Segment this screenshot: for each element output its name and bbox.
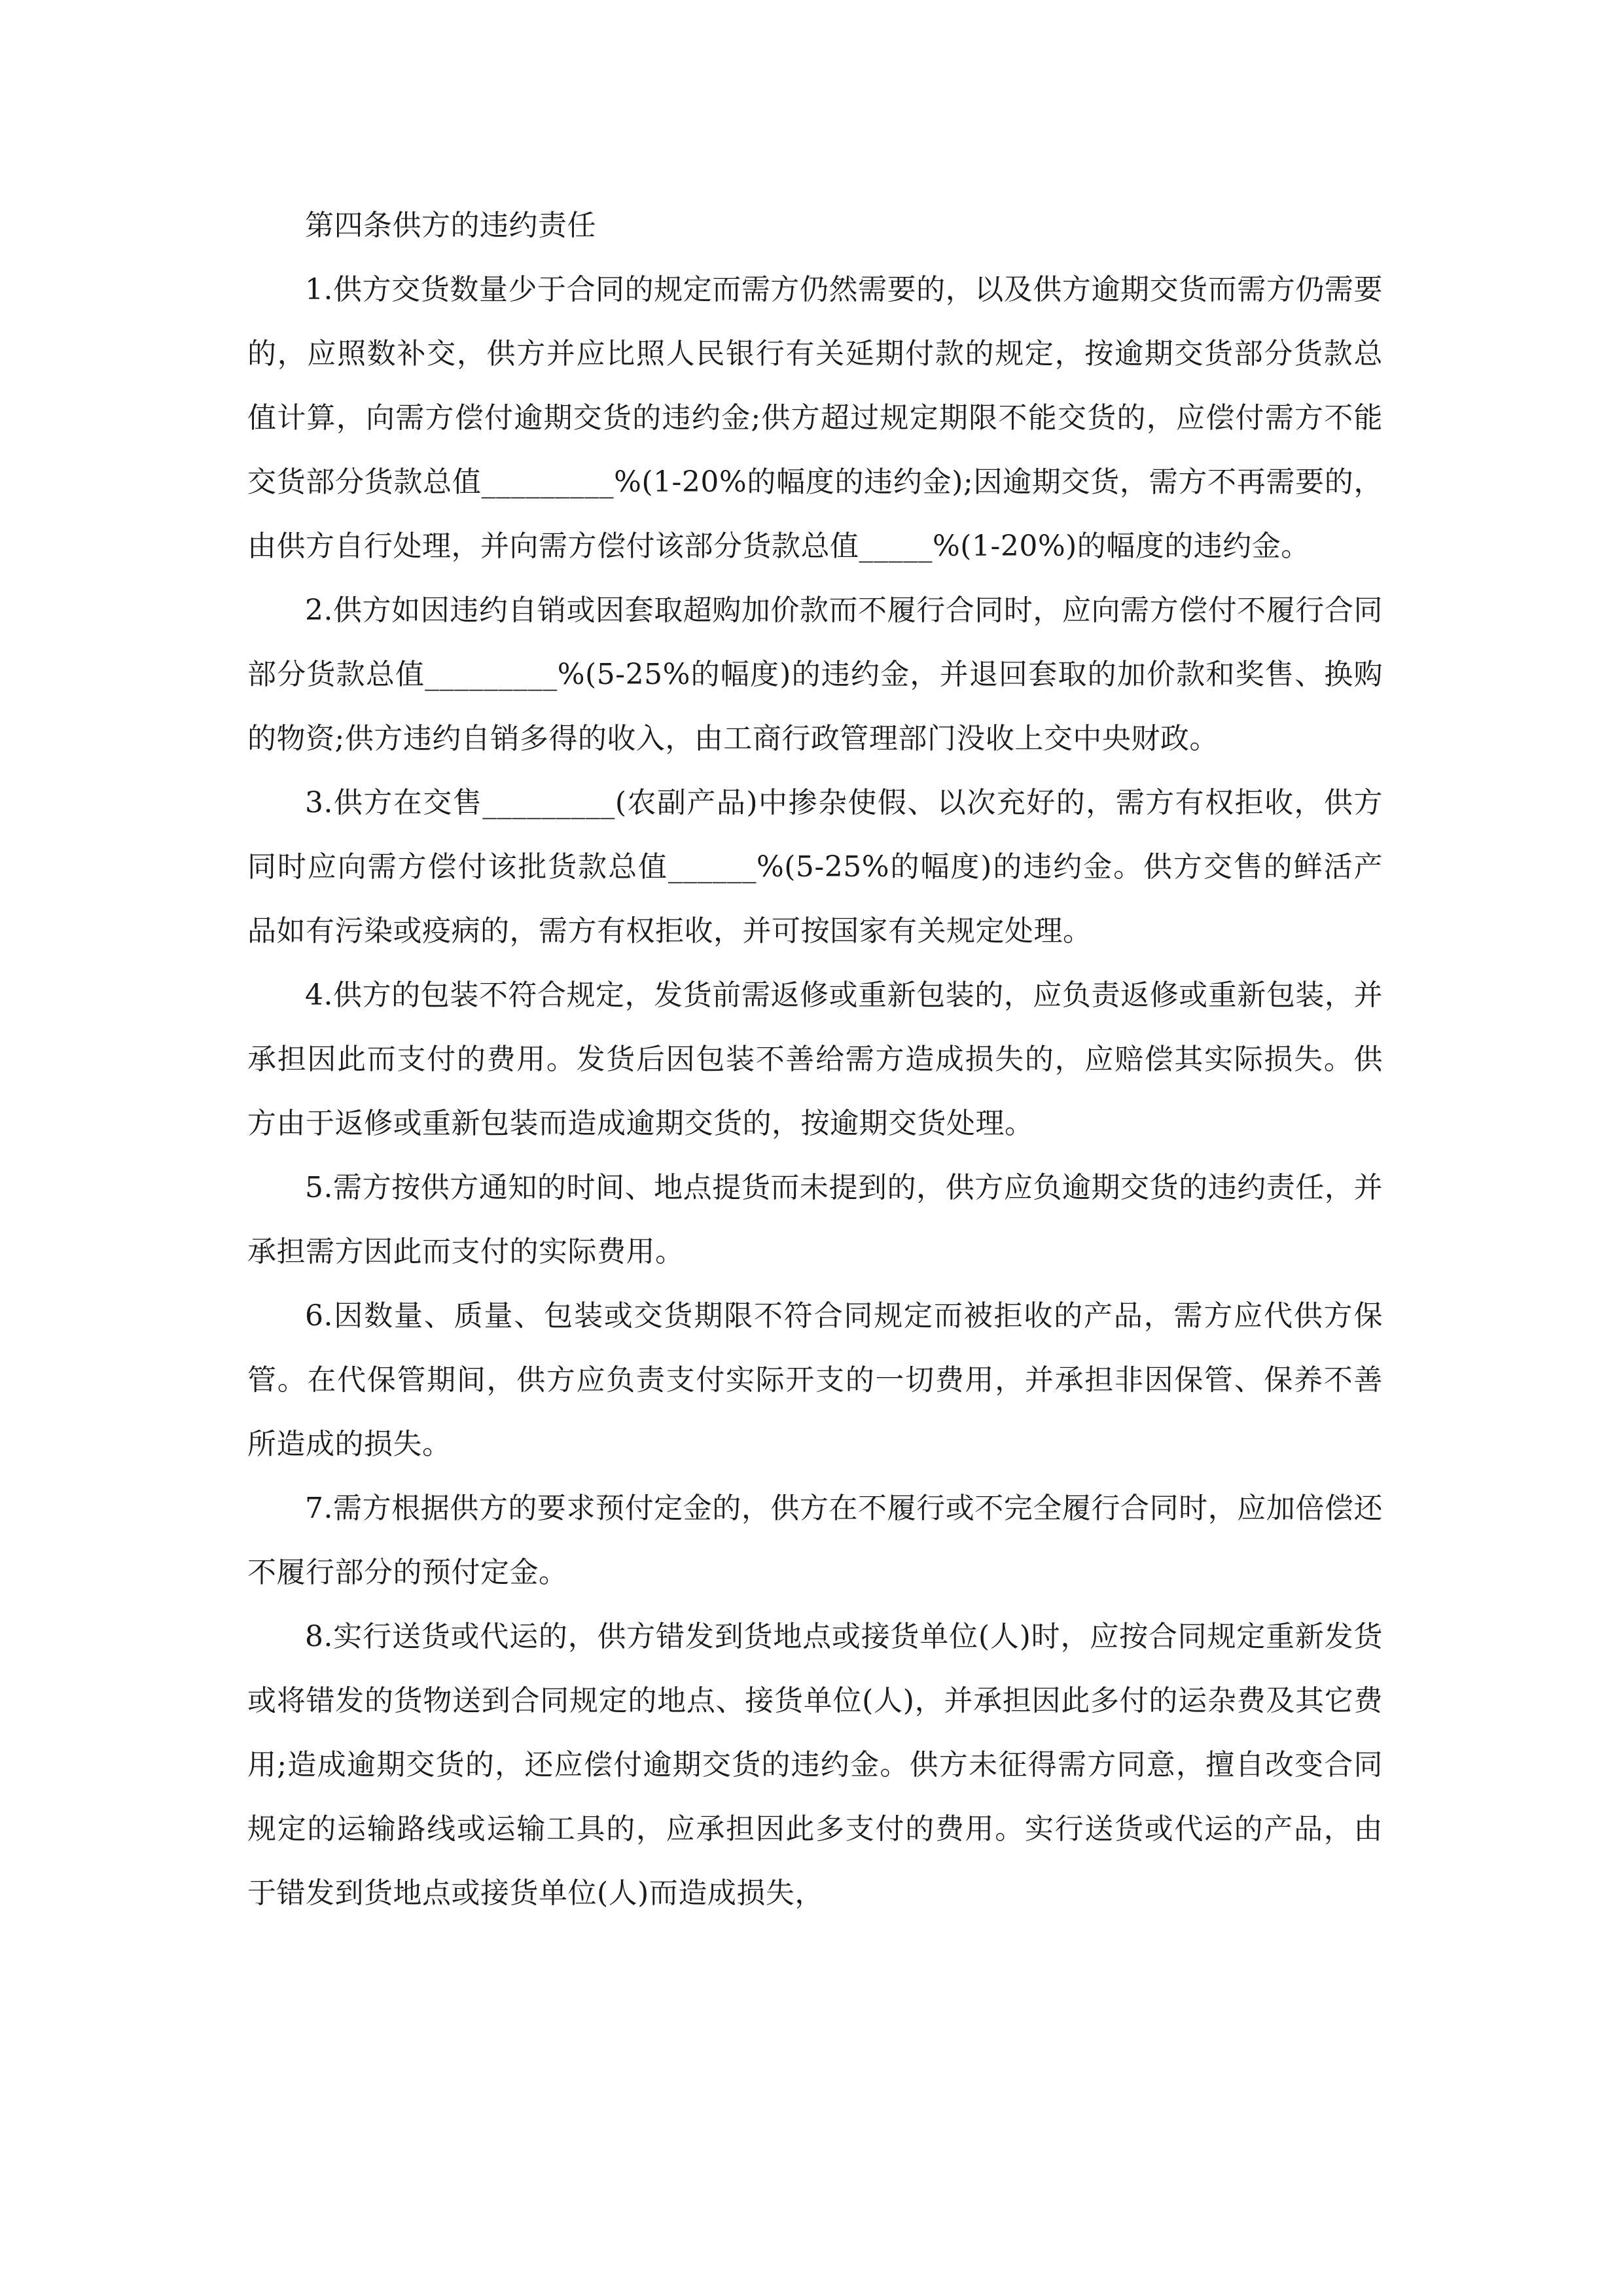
clause-8: 8.实行送货或代运的，供方错发到货地点或接货单位(人)时，应按合同规定重新发货或将错发的货物送到合同规定的地点、接货单位(人)，并承担因此多付的运杂费及其它费用;造成逾期交货的，还应偿付逾期交货的违约金。供方未征得需方同意，擅自改变合同规定的运输路线或运输工具的，应承担因此多支付的费用。实行送货或代运的产品，由于错发到货地点或接货单位(人)而造成损失， [247,1620,1383,1910]
article-heading: 第四条供方的违约责任 [305,209,596,242]
document-body [247,194,1383,1926]
clause-6: 6.因数量、质量、包装或交货期限不符合同规定而被拒收的产品，需方应代供方保管。在代保管期间，供方应负责支付实际开支的一切费用，并承担非因保管、保养不善所造成的损失。 [247,1299,1383,1461]
clause-2: 2.供方如因违约自销或因套取超购加价款而不履行合同时，应向需方偿付不履行合同部分货款总值_________%(5-25%的幅度)的违约金，并退回套取的加价款和奖售、换购的物资;供方违约自销多得的收入，由工商行政管理部门没收上交中央财政。 [247,594,1383,755]
clause-5: 5.需方按供方通知的时间、地点提货而未提到的，供方应负逾期交货的违约责任，并承担需方因此而支付的实际费用。 [247,1171,1383,1268]
clause-7: 7.需方根据供方的要求预付定金的，供方在不履行或不完全履行合同时，应加倍偿还不履行部分的预付定金。 [247,1492,1383,1589]
clause-1: 1.供方交货数量少于合同的规定而需方仍然需要的，以及供方逾期交货而需方仍需要的，应照数补交，供方并应比照人民银行有关延期付款的规定，按逾期交货部分货款总值计算，向需方偿付逾期交货的违约金;供方超过规定期限不能交货的，应偿付需方不能交货部分货款总值_________%(1-20%的幅度的违约金);因逾期交货，需方不再需要的，由供方自行处理，并向需方偿付该部分货款总值_____%(1-20%)的幅度的违约金。 [247,273,1383,563]
clause-3: 3.供方在交售_________(农副产品)中掺杂使假、以次充好的，需方有权拒收，供方同时应向需方偿付该批货款总值______%(5-25%的幅度)的违约金。供方交售的鲜活产品如有污染或疫病的，需方有权拒收，并可按国家有关规定处理。 [247,786,1383,948]
clause-4: 4.供方的包装不符合规定，发货前需返修或重新包装的，应负责返修或重新包装，并承担因此而支付的费用。发货后因包装不善给需方造成损失的，应赔偿其实际损失。供方由于返修或重新包装而造成逾期交货的，按逾期交货处理。 [247,978,1383,1140]
